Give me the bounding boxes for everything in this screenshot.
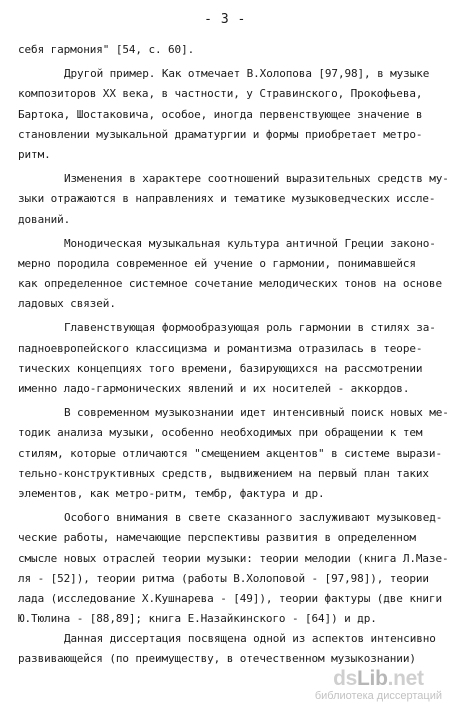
text-line: элементов, как метро-ритм, тембр, фактура и др. (18, 486, 325, 500)
text-line: ритм. (18, 147, 51, 161)
text-line: Главенствующая формообразующая роль гармонии в стилях за- (64, 321, 436, 335)
paragraph (18, 508, 449, 629)
logo-lib: Lib (357, 667, 388, 690)
watermark-caption: библиотека диссертаций (314, 690, 442, 702)
text-line: Ю.Тюлина - [88,89]; книга Е.Назайкинского - [64]) и др. (18, 612, 377, 626)
text-line: композиторов XX века, в частности, у Стравинского, Прокофьева, (18, 87, 423, 101)
page-number: - 3 - (204, 12, 246, 27)
text-line: В современном музыкознании идет интенсивный поиск новых ме- (64, 406, 449, 420)
paragraph (18, 169, 449, 230)
paragraph (18, 64, 440, 165)
dslib-logo (315, 668, 442, 690)
paragraph (18, 629, 440, 669)
text-line: Особого внимания в свете сказанного заслуживают музыковед- (64, 511, 443, 525)
text-line: ческие работы, намечающие перспективы развития в определенном (18, 531, 416, 545)
logo-net: .net (387, 667, 424, 690)
text-line: стилям, которые отличаются "смещением акцентов" в системе вырази- (18, 446, 442, 460)
paragraph (18, 318, 440, 399)
text-line: Другой пример. Как отмечает В.Холопова [97,98], в музыке (64, 67, 430, 81)
paragraph (18, 403, 449, 504)
text-line: дований. (18, 212, 71, 226)
text-line: ля - [52]), теории ритма (работы В.Холоповой - [97,98]), теории (18, 571, 429, 585)
text-line: смысле новых отраслей теории музыки: теории мелодии (книга Л.Мазе- (18, 551, 449, 565)
text-line: Изменения в характере соотношений выразительных средств му- (64, 172, 449, 186)
text-line: тических концепциях того времени, базирующихся на рассмотрении (18, 361, 423, 375)
text-line: развивающейся (по преимуществу, в отечественном музыкознании) (18, 652, 416, 666)
text-line: лада (исследование Х.Кушнарева - [49]), теории фактуры (две книги (18, 591, 442, 605)
text-line: Монодическая музыкальная культура античной Греции законо- (64, 236, 436, 250)
text-line: тельно-конструктивных средств, выдвижением на первый план таких (18, 466, 429, 480)
paragraph (18, 234, 440, 315)
text-line: падноевропейского классицизма и романтизма отразилась в теоре- (18, 341, 423, 355)
text-line: именно ладо-гармонических явлений и их носителей - аккордов. (18, 382, 410, 395)
text-line: тодик анализа музыки, особенно необходимых при обращении к тем (18, 426, 423, 440)
text-line: как определенное системное сочетание мелодических тонов на основе (18, 277, 442, 291)
text-line: Данная диссертация посвящена одной из аспектов интенсивно (64, 632, 436, 646)
dslib-watermark[interactable] (315, 668, 442, 703)
text-line: Бартока, Шостаковича, особое, иногда первенствующее значение в (18, 107, 423, 121)
logo-ds: ds (333, 667, 358, 690)
body-text (18, 40, 449, 670)
text-line: мерно породила современное ей учение о гармонии, понимавшейся (18, 256, 416, 270)
text-line: зыки отражаются в направлениях и тематике музыковедческих иссле- (18, 192, 436, 206)
paragraph (18, 40, 440, 60)
text-line: ладовых связей. (18, 297, 116, 311)
text-line: становлении музыкальной драматургии и формы приобретает метро- (18, 127, 423, 141)
text-line: себя гармония" [54, с. 60]. (18, 43, 195, 56)
